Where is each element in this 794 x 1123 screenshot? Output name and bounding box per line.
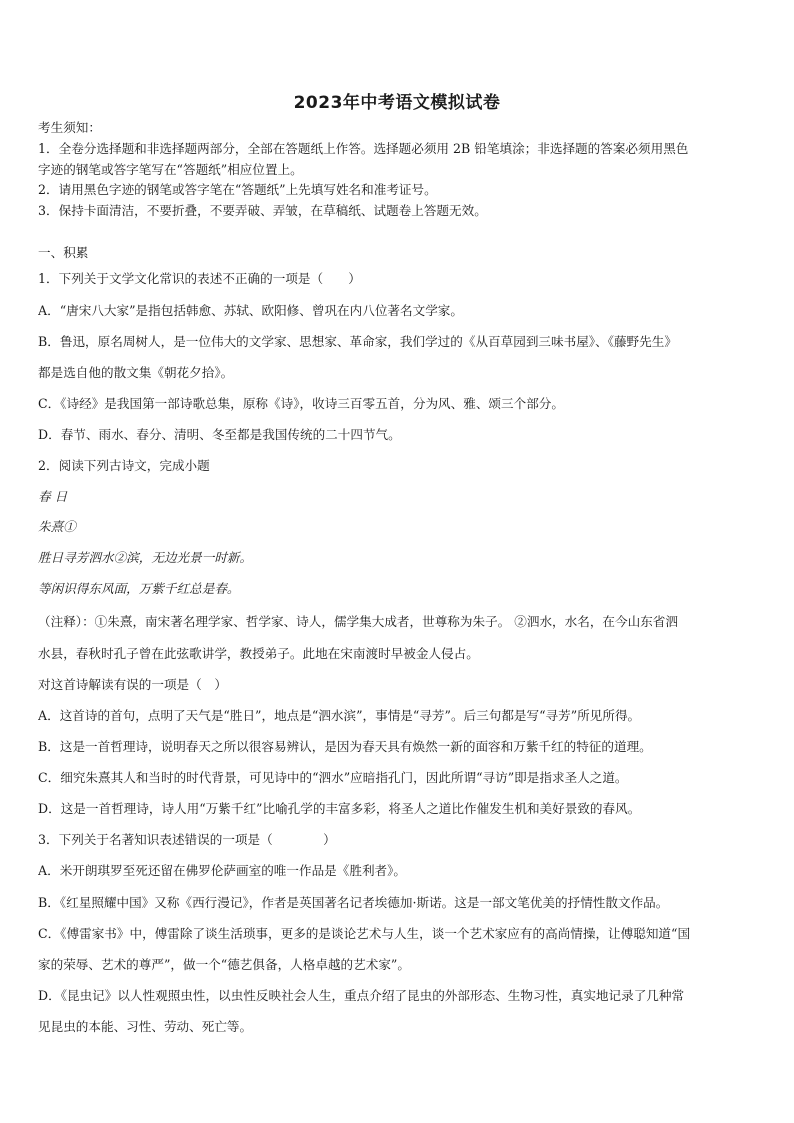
q1-option-b-line-2: 都是选自他的散文集《朝花夕拾》。 xyxy=(38,365,234,380)
q2-option-b: B．这是一首哲理诗，说明春天之所以很容易辨认，是因为春天具有焕然一新的面容和万紫千红的特征的道理。 xyxy=(38,739,652,754)
poem-line-2: 等闲识得东风面，万紫千红总是春。 xyxy=(38,581,240,596)
q1-option-b-line-1: B．鲁迅，原名周树人，是一位伟大的文学家、思想家、革命家，我们学过的《从百草园到三味书屋》、《藤野先生》 xyxy=(38,334,677,349)
poem-author: 朱熹① xyxy=(38,519,76,534)
notice-item-2: 2．请用黑色字迹的钢笔或答字笔在“答题纸”上先填写姓名和准考证号。 xyxy=(38,182,437,197)
q3-option-c-line-1: C．《傅雷家书》中，傅雷除了谈生活琐事，更多的是谈论艺术与人生，谈一个艺术家应有的高尚情操，让傅聪知道“国 xyxy=(38,926,691,941)
q2-stem: 2．阅读下列古诗文，完成小题 xyxy=(38,458,210,473)
notice-item-3: 3．保持卡面清洁，不要折叠，不要弄破、弄皱，在草稿纸、试题卷上答题无效。 xyxy=(38,203,487,218)
q3-option-c-line-2: 家的荣辱、艺术的尊严”，做一个“德艺俱备，人格卓越的艺术家”。 xyxy=(38,957,410,972)
poem-note-line-2: 水县，春秋时孔子曾在此弦歌讲学，教授弟子。此地在宋南渡时早被金人侵占。 xyxy=(38,646,479,661)
q1-stem: 1．下列关于文学文化常识的表述不正确的一项是（ ） xyxy=(38,271,361,286)
q1-option-d: D．春节、雨水、春分、清明、冬至都是我国传统的二十四节气。 xyxy=(38,427,401,442)
q1-option-a: A．“唐宋八大家”是指包括韩愈、苏轼、欧阳修、曾巩在内八位著名文学家。 xyxy=(38,303,463,318)
q3-stem: 3．下列关于名著知识表述错误的一项是（ ） xyxy=(38,832,336,847)
q3-option-b: B．《红星照耀中国》又称《西行漫记》，作者是英国著名记者埃德加·斯诺。这是一部文笔优美的抒情性散文作品。 xyxy=(38,895,669,910)
poem-line-1: 胜日寻芳泗水②滨，无边光景一时新。 xyxy=(38,550,253,565)
poem-note-line-1: （注释）：①朱熹，南宋著名理学家、哲学家、诗人，儒学集大成者，世尊称为朱子。 ②泗水，水名，在今山东省泗 xyxy=(38,614,678,629)
q2-option-a: A．这首诗的首句，点明了天气是“胜日”，地点是“泗水滨”，事情是“寻芳”。后三句都是写“寻芳”所见所得。 xyxy=(38,708,641,723)
q1-option-c: C．《诗经》是我国第一部诗歌总集，原称《诗》，收诗三百零五首，分为风、雅、颂三个部分。 xyxy=(38,396,564,411)
q2-sub-stem: 对这首诗解读有误的一项是（ ） xyxy=(38,677,227,692)
q3-option-d-line-2: 见昆虫的本能、习性、劳动、死亡等。 xyxy=(38,1019,253,1034)
poem-title: 春 日 xyxy=(38,489,68,504)
q3-option-d-line-1: D．《昆虫记》以人性观照虫性，以虫性反映社会人生，重点介绍了昆虫的外部形态、生物习性，真实地记录了几种常 xyxy=(38,988,685,1003)
notice-item-1-line-2: 字迹的钢笔或答字笔写在“答题纸”相应位置上。 xyxy=(38,162,303,177)
section-heading: 一、积累 xyxy=(38,245,89,260)
notice-item-1-line-1: 1．全卷分选择题和非选择题两部分，全部在答题纸上作答。选择题必须用 2B 铅笔填涂；非选择题的答案必须用黑色 xyxy=(38,141,689,156)
notice-heading: 考生须知： xyxy=(38,120,101,135)
q2-option-c: C．细究朱熹其人和当时的时代背景，可见诗中的“泗水”应暗指孔门，因此所谓“寻访”即是指求圣人之道。 xyxy=(38,770,628,785)
q3-option-a: A．米开朗琪罗至死还留在佛罗伦萨画室的唯一作品是《胜利者》。 xyxy=(38,863,407,878)
page-title: 2023年中考语文模拟试卷 xyxy=(293,93,501,113)
q2-option-d: D．这是一首哲理诗，诗人用“万紫千红”比喻孔学的丰富多彩，将圣人之道比作催发生机和美好景致的春风。 xyxy=(38,801,641,816)
